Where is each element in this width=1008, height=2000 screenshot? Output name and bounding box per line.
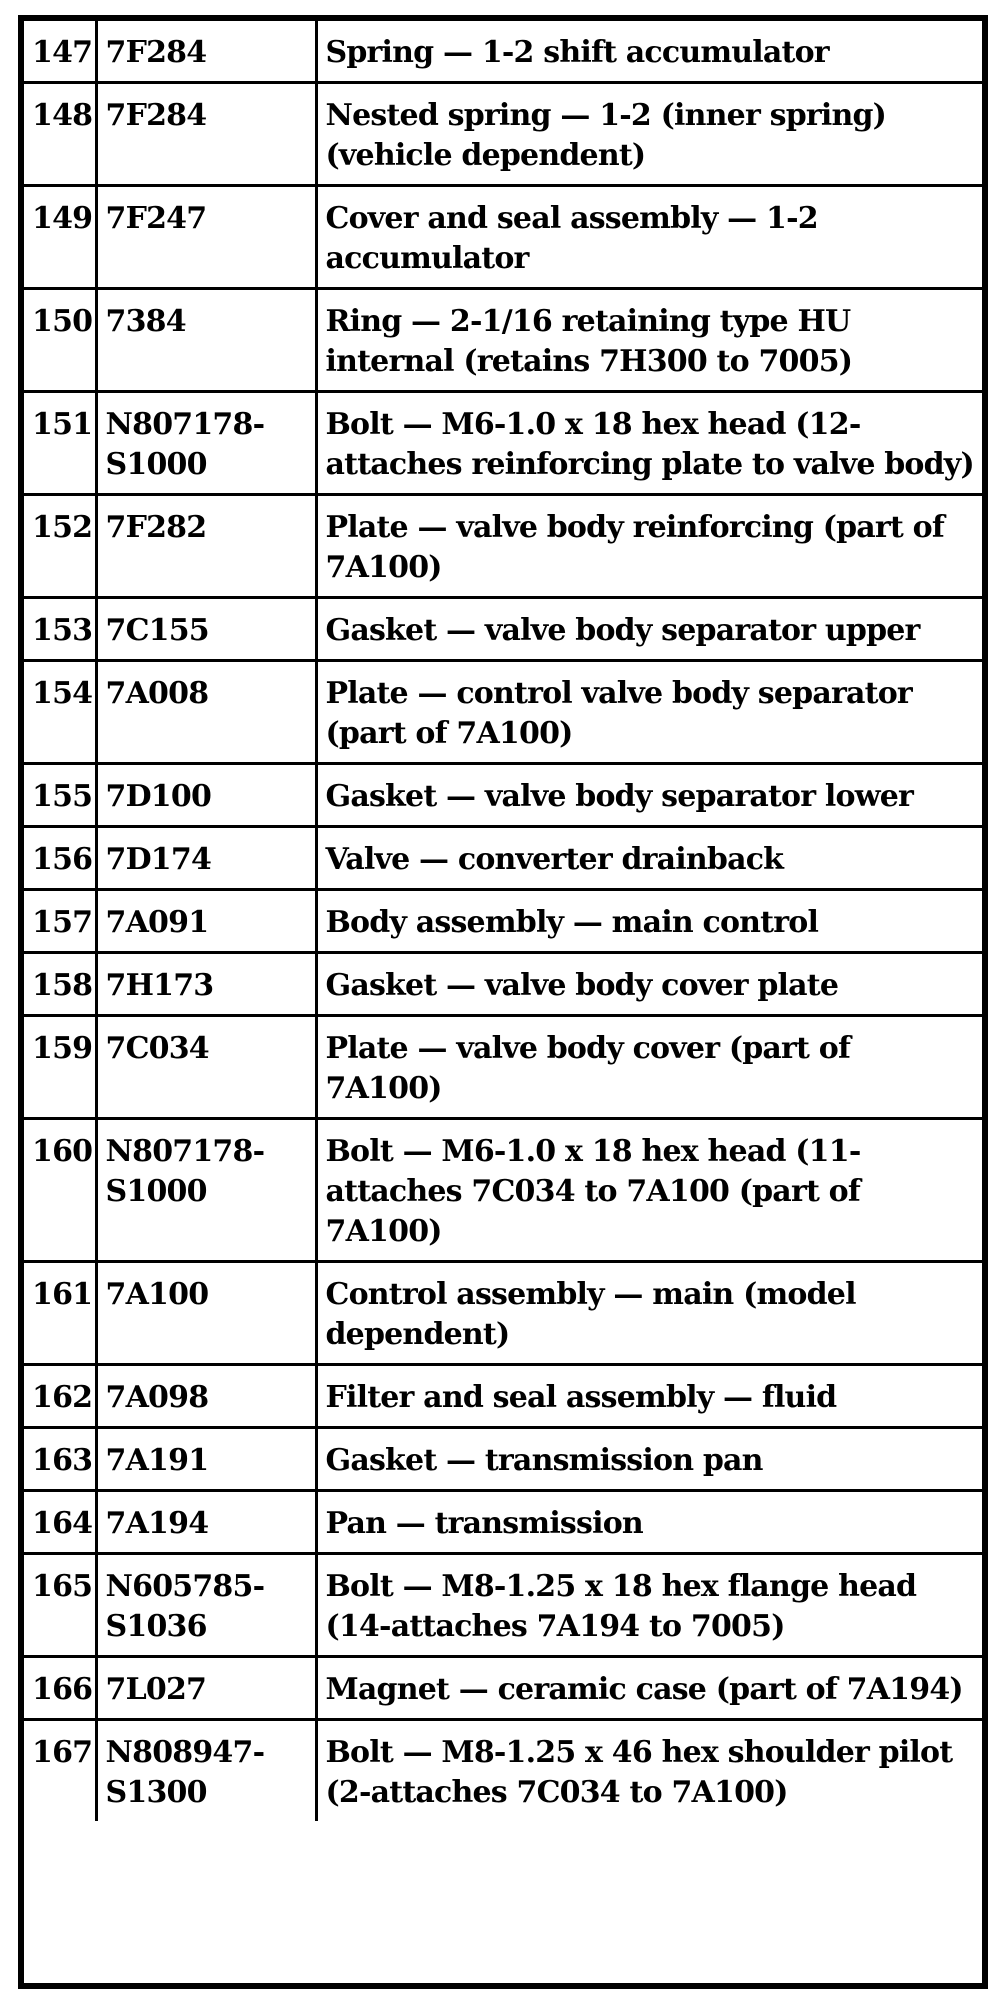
item-number-cell: 160 — [24, 1119, 96, 1262]
item-number-cell: 155 — [24, 764, 96, 827]
description-cell: Cover and seal assembly — 1-2 accumulator — [316, 186, 982, 289]
table-row — [24, 1428, 982, 1491]
table-row — [24, 890, 982, 953]
item-number-cell: 151 — [24, 392, 96, 495]
table-row — [24, 1119, 982, 1262]
table-row — [24, 1657, 982, 1720]
table-row — [24, 1016, 982, 1119]
table-row — [24, 1554, 982, 1657]
description-cell: Bolt — M8-1.25 x 18 hex flange head (14-attaches 7A194 to 7005) — [316, 1554, 982, 1657]
description-cell: Control assembly — main (model dependent) — [316, 1262, 982, 1365]
parts-table-frame — [18, 15, 988, 1989]
item-number-cell: 156 — [24, 827, 96, 890]
item-number-cell: 157 — [24, 890, 96, 953]
part-number-cell: 7F282 — [96, 495, 316, 598]
description-cell: Plate — control valve body separator (part of 7A100) — [316, 661, 982, 764]
parts-table-body — [24, 21, 982, 1821]
part-number-cell: 7C034 — [96, 1016, 316, 1119]
table-row — [24, 495, 982, 598]
item-number-cell: 165 — [24, 1554, 96, 1657]
description-cell: Plate — valve body cover (part of 7A100) — [316, 1016, 982, 1119]
part-number-cell: N807178-S1000 — [96, 392, 316, 495]
part-number-cell: 7384 — [96, 289, 316, 392]
item-number-cell: 161 — [24, 1262, 96, 1365]
part-number-cell: N807178-S1000 — [96, 1119, 316, 1262]
table-row — [24, 289, 982, 392]
description-cell: Valve — converter drainback — [316, 827, 982, 890]
part-number-cell: 7F284 — [96, 21, 316, 83]
description-cell: Bolt — M6-1.0 x 18 hex head (11-attaches 7C034 to 7A100 (part of 7A100) — [316, 1119, 982, 1262]
table-row — [24, 598, 982, 661]
item-number-cell: 153 — [24, 598, 96, 661]
item-number-cell: 162 — [24, 1365, 96, 1428]
part-number-cell: 7D174 — [96, 827, 316, 890]
description-cell: Body assembly — main control — [316, 890, 982, 953]
description-cell: Ring — 2-1/16 retaining type HU internal (retains 7H300 to 7005) — [316, 289, 982, 392]
description-cell: Magnet — ceramic case (part of 7A194) — [316, 1657, 982, 1720]
description-cell: Bolt — M6-1.0 x 18 hex head (12-attaches reinforcing plate to valve body) — [316, 392, 982, 495]
part-number-cell: 7A100 — [96, 1262, 316, 1365]
item-number-cell: 159 — [24, 1016, 96, 1119]
part-number-cell: 7D100 — [96, 764, 316, 827]
table-row — [24, 661, 982, 764]
table-row — [24, 827, 982, 890]
description-cell: Gasket — transmission pan — [316, 1428, 982, 1491]
description-cell: Nested spring — 1-2 (inner spring) (vehicle dependent) — [316, 83, 982, 186]
part-number-cell: N808947-S1300 — [96, 1720, 316, 1822]
part-number-cell: 7F284 — [96, 83, 316, 186]
table-row — [24, 83, 982, 186]
part-number-cell: 7A091 — [96, 890, 316, 953]
table-row — [24, 392, 982, 495]
description-cell: Pan — transmission — [316, 1491, 982, 1554]
item-number-cell: 164 — [24, 1491, 96, 1554]
description-cell: Gasket — valve body cover plate — [316, 953, 982, 1016]
part-number-cell: N605785-S1036 — [96, 1554, 316, 1657]
part-number-cell: 7L027 — [96, 1657, 316, 1720]
description-cell: Gasket — valve body separator lower — [316, 764, 982, 827]
item-number-cell: 149 — [24, 186, 96, 289]
item-number-cell: 158 — [24, 953, 96, 1016]
item-number-cell: 148 — [24, 83, 96, 186]
table-row — [24, 186, 982, 289]
description-cell: Plate — valve body reinforcing (part of 7A100) — [316, 495, 982, 598]
item-number-cell: 163 — [24, 1428, 96, 1491]
part-number-cell: 7F247 — [96, 186, 316, 289]
item-number-cell: 147 — [24, 21, 96, 83]
table-row — [24, 764, 982, 827]
item-number-cell: 166 — [24, 1657, 96, 1720]
item-number-cell: 167 — [24, 1720, 96, 1822]
part-number-cell: 7C155 — [96, 598, 316, 661]
part-number-cell: 7A098 — [96, 1365, 316, 1428]
description-cell: Bolt — M8-1.25 x 46 hex shoulder pilot (2-attaches 7C034 to 7A100) — [316, 1720, 982, 1822]
part-number-cell: 7H173 — [96, 953, 316, 1016]
item-number-cell: 154 — [24, 661, 96, 764]
item-number-cell: 150 — [24, 289, 96, 392]
description-cell: Filter and seal assembly — fluid — [316, 1365, 982, 1428]
description-cell: Spring — 1-2 shift accumulator — [316, 21, 982, 83]
part-number-cell: 7A008 — [96, 661, 316, 764]
table-row — [24, 1262, 982, 1365]
table-row — [24, 21, 982, 83]
table-row — [24, 953, 982, 1016]
table-row — [24, 1720, 982, 1822]
parts-table — [24, 21, 982, 1821]
part-number-cell: 7A194 — [96, 1491, 316, 1554]
description-cell: Gasket — valve body separator upper — [316, 598, 982, 661]
table-row — [24, 1365, 982, 1428]
table-row — [24, 1491, 982, 1554]
item-number-cell: 152 — [24, 495, 96, 598]
part-number-cell: 7A191 — [96, 1428, 316, 1491]
